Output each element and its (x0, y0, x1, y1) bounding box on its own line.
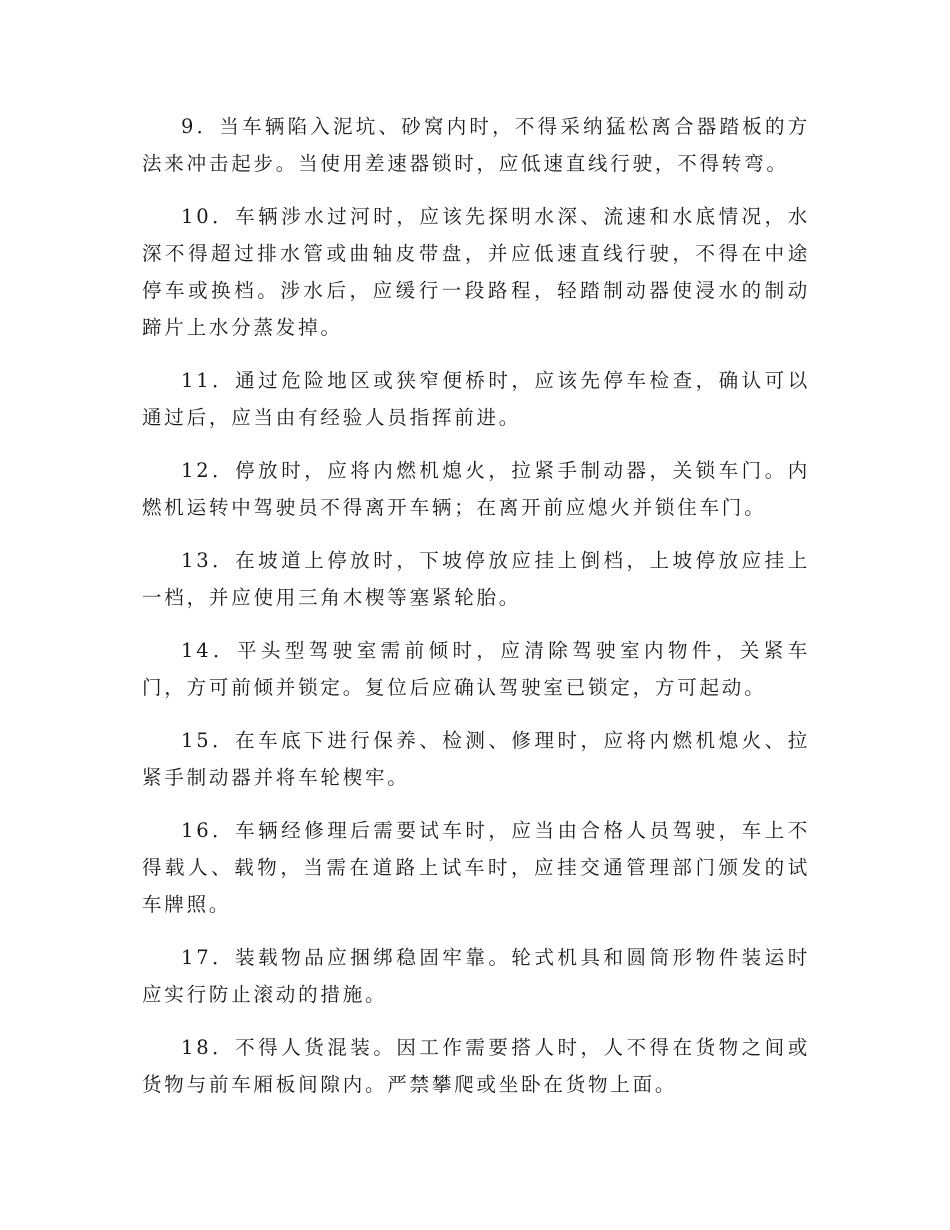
paragraph-item-17: 17．装载物品应捆绑稳固牢靠。轮式机具和圆筒形物件装运时应实行防止滚动的措施。 (142, 946, 810, 1006)
paragraph-item-14: 14．平头型驾驶室需前倾时，应清除驾驶室内物件，关紧车门，方可前倾并锁定。复位后应确认驾驶室已锁定，方可起动。 (142, 639, 810, 699)
paragraph-item-12: 12．停放时，应将内燃机熄火，拉紧手制动器，关锁车门。内燃机运转中驾驶员不得离开车辆；在离开前应熄火并锁住车门。 (142, 459, 810, 519)
paragraph-item-18: 18．不得人货混装。因工作需要搭人时，人不得在货物之间或货物与前车厢板间隙内。严禁攀爬或坐卧在货物上面。 (142, 1036, 810, 1096)
paragraph-item-9: 9．当车辆陷入泥坑、砂窝内时，不得采纳猛松离合器踏板的方法来冲击起步。当使用差速器锁时，应低速直线行驶，不得转弯。 (142, 115, 810, 175)
document-body (142, 108, 810, 1119)
paragraph-item-10: 10．车辆涉水过河时，应该先探明水深、流速和水底情况，水深不得超过排水管或曲轴皮带盘，并应低速直线行驶，不得在中途停车或换档。涉水后，应缓行一段路程，轻踏制动器使浸水的制动蹄片上水分蒸发掉。 (142, 205, 810, 339)
paragraph-item-11: 11．通过危险地区或狭窄便桥时，应该先停车检查，确认可以通过后，应当由有经验人员指挥前进。 (142, 369, 810, 429)
paragraph-item-13: 13．在坡道上停放时，下坡停放应挂上倒档，上坡停放应挂上一档，并应使用三角木楔等塞紧轮胎。 (142, 549, 810, 609)
paragraph-item-16: 16．车辆经修理后需要试车时，应当由合格人员驾驶，车上不得载人、载物，当需在道路上试车时，应挂交通管理部门颁发的试车牌照。 (142, 819, 810, 916)
paragraph-item-15: 15．在车底下进行保养、检测、修理时，应将内燃机熄火、拉紧手制动器并将车轮楔牢。 (142, 729, 810, 789)
